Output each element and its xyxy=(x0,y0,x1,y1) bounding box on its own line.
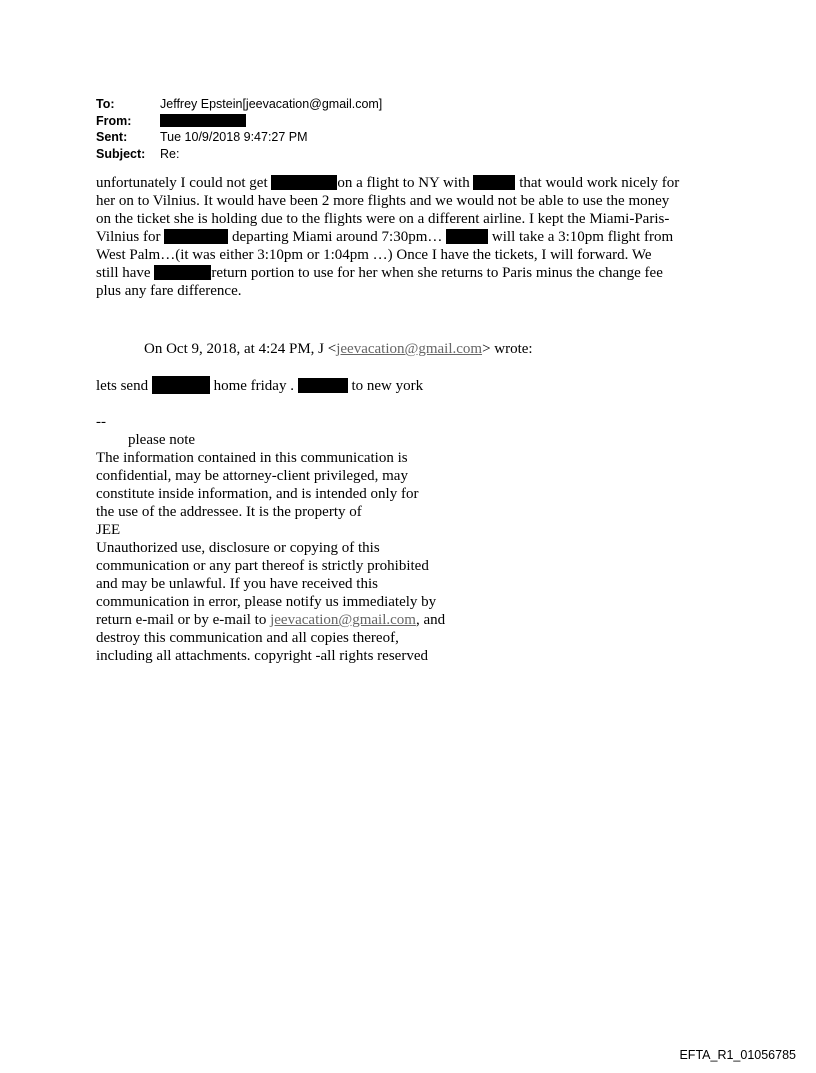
body-text: return portion to use for her when she returns to Paris minus the change fee xyxy=(211,265,663,281)
message-body xyxy=(96,174,716,300)
body-line xyxy=(96,264,716,282)
reply-text: home friday . xyxy=(209,378,298,394)
quote-attribution xyxy=(144,340,533,358)
redaction-block xyxy=(473,175,515,190)
disclaimer-line: the use of the addressee. It is the property of xyxy=(96,504,362,520)
disclaimer xyxy=(96,449,445,665)
body-text: departing Miami around 7:30pm… xyxy=(228,229,447,245)
subject-label: Subject: xyxy=(96,146,146,161)
subject-value: Re: xyxy=(160,146,180,161)
redaction-block xyxy=(446,229,488,244)
disclaimer-line: confidential, may be attorney-client privileged, may xyxy=(96,468,408,484)
body-text: that would work nicely for xyxy=(515,175,680,191)
disclaimer-line: destroy this communication and all copies thereof, xyxy=(96,630,399,646)
email-link[interactable]: jeevacation@gmail.com xyxy=(336,341,483,357)
note-heading: please note xyxy=(128,432,196,448)
redaction-block xyxy=(298,378,348,393)
disclaimer-line: and may be unlawful. If you have received this xyxy=(96,576,378,592)
disclaimer-text: return e-mail or by e-mail to xyxy=(96,612,271,628)
body-line: her on to Vilnius. It would have been 2 more flights and we would not be able to use the money xyxy=(96,193,670,209)
quoted-message xyxy=(96,376,423,395)
subject-row xyxy=(96,146,382,163)
disclaimer-line: JEE xyxy=(96,522,121,538)
document-id: EFTA_R1_01056785 xyxy=(679,1048,796,1062)
disclaimer-line: communication or any part thereof is strictly prohibited xyxy=(96,558,429,574)
sent-value: Tue 10/9/2018 9:47:27 PM xyxy=(160,130,308,144)
body-line: West Palm…(it was either 3:10pm or 1:04pm …) Once I have the tickets, I will forward. We xyxy=(96,247,652,263)
redaction-block xyxy=(164,229,228,244)
from-row xyxy=(96,113,382,130)
body-text: Vilnius for xyxy=(96,229,165,245)
body-text: unfortunately I could not get xyxy=(96,175,272,191)
redaction-block xyxy=(154,265,211,280)
body-line: plus any fare difference. xyxy=(96,283,242,299)
redaction-block xyxy=(152,376,210,394)
redaction-block xyxy=(160,114,246,127)
body-text: on a flight to NY with xyxy=(337,175,474,191)
body-line xyxy=(96,174,716,192)
email-header xyxy=(96,96,382,162)
disclaimer-line: The information contained in this communication is xyxy=(96,450,408,466)
email-link[interactable]: jeevacation@gmail.com xyxy=(270,612,416,628)
disclaimer-line: including all attachments. copyright -all rights reserved xyxy=(96,648,428,664)
to-value: Jeffrey Epstein[jeevacation@gmail.com] xyxy=(160,97,383,111)
body-text: still have xyxy=(96,265,155,281)
body-line xyxy=(96,228,716,246)
quote-suffix: > wrote: xyxy=(482,341,533,357)
sent-label: Sent: xyxy=(96,130,128,144)
sent-row xyxy=(96,129,382,146)
signature-separator: -- xyxy=(96,414,106,430)
disclaimer-line: constitute inside information, and is intended only for xyxy=(96,486,419,502)
disclaimer-line: Unauthorized use, disclosure or copying of this xyxy=(96,540,380,556)
redaction-block xyxy=(271,175,337,190)
to-row xyxy=(96,96,382,113)
from-label: From: xyxy=(96,113,132,128)
reply-text: lets send xyxy=(96,378,152,394)
to-label: To: xyxy=(96,97,115,111)
disclaimer-text: , and xyxy=(415,612,446,628)
disclaimer-line xyxy=(96,611,445,629)
body-line: on the ticket she is holding due to the flights were on a different airline. I kept the Miami-Paris- xyxy=(96,211,670,227)
body-text: will take a 3:10pm flight from xyxy=(488,229,674,245)
quote-prefix: On Oct 9, 2018, at 4:24 PM, J < xyxy=(144,341,337,357)
reply-text: to new york xyxy=(347,378,424,394)
disclaimer-line: communication in error, please notify us immediately by xyxy=(96,594,437,610)
